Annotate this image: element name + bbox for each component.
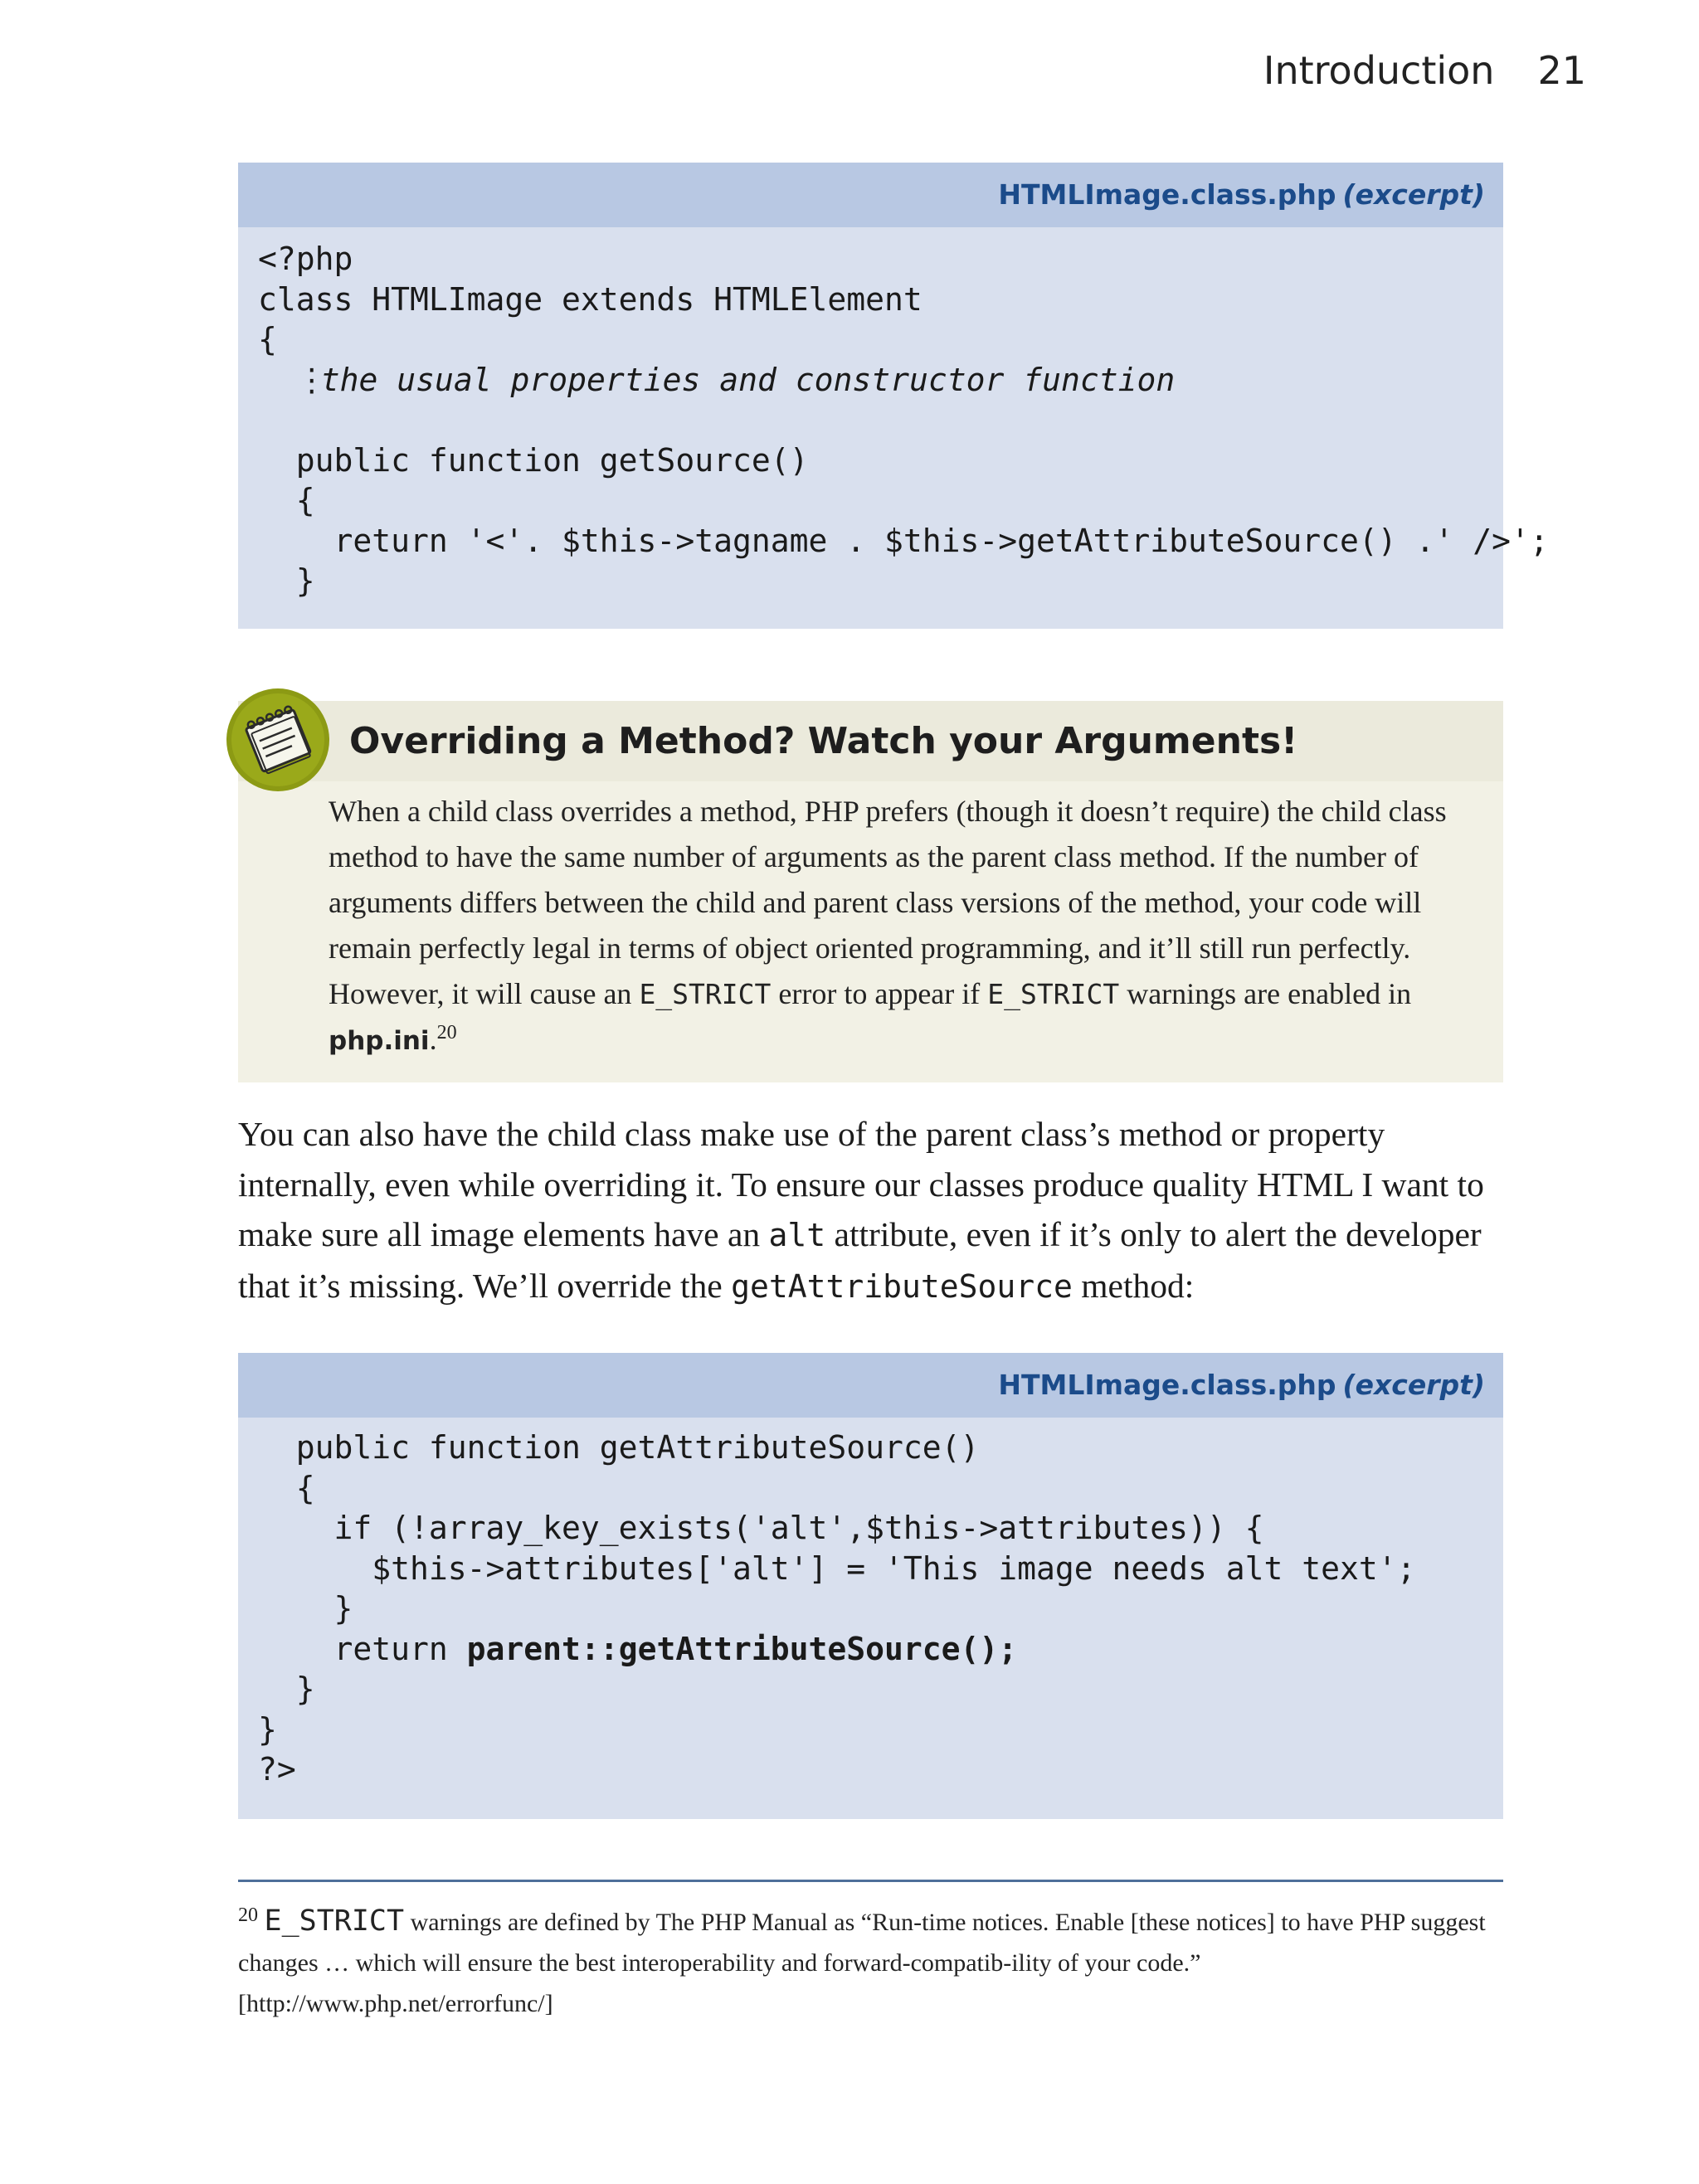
paragraph-text: attribute, even if it’s only to alert the developer that it’s missing. We’ll override the (238, 1215, 1482, 1305)
notepad-icon (226, 688, 330, 792)
code-line: } (258, 1710, 277, 1748)
section-title: Introduction (1263, 48, 1495, 93)
note-title: Overriding a Method? Watch your Arguments! (238, 701, 1503, 781)
code-line: { (258, 321, 277, 358)
paragraph-text: You can also have the child class make use of the parent class’s method or property internally, even while overriding it. To ensure our classes produce quality HTML I want to make sure all image elements have an (238, 1115, 1484, 1253)
footnote (238, 1901, 1503, 2024)
code-line: } (258, 1671, 315, 1707)
note-text: warnings are enabled in (1119, 977, 1412, 1010)
code-line: return '<'. $this->tagname . $this->getAttributeSource() .' />'; (258, 522, 1549, 559)
code-line: ?> (258, 1751, 296, 1788)
code-caption (238, 163, 1503, 227)
code-line: $this->attributes['alt'] = 'This image needs alt text'; (258, 1549, 1416, 1587)
code-listing-2 (238, 1353, 1503, 1819)
running-header (1161, 48, 1586, 106)
code-line: public function getSource() (258, 441, 809, 479)
inline-code: alt (768, 1217, 826, 1253)
code-caption-file: HTMLImage.class.php (998, 1369, 1336, 1401)
footnote-number: 20 (238, 1904, 258, 1926)
note-body (329, 789, 1482, 1064)
ellipsis-icon: ⋮ (295, 361, 328, 398)
inline-code: E_STRICT (639, 978, 772, 1010)
code-listing-1 (238, 163, 1549, 629)
body-paragraph (238, 1109, 1503, 1311)
code-line: if (!array_key_exists('alt',$this->attributes)) { (258, 1510, 1264, 1546)
code-line: return (258, 1630, 467, 1667)
code-line: } (258, 1590, 353, 1627)
footnote-ref: 20 (436, 1022, 457, 1043)
inline-code: getAttributeSource (731, 1267, 1073, 1305)
code-line: { (258, 1469, 315, 1506)
code-line: class HTMLImage extends HTMLElement (258, 280, 923, 318)
note-text: When a child class overrides a method, PHP prefers (though it doesn’t require) the child class method to have the same number of arguments as the parent class method. If the number of arguments differs between the child and parent class versions of the method, your code will remain perfectly legal in terms of object oriented programming, and it’ll still run perfectly. However, it will cause an (329, 795, 1447, 1010)
inline-code: E_STRICT (264, 1904, 405, 1938)
code-comment: the usual properties and constructor function (320, 361, 1176, 398)
code-line: <?php (258, 241, 353, 277)
footnote-text: warnings are defined by The PHP Manual as “Run-time notices. Enable [these notices] to have PHP suggest changes … which will ensure the best interoperability and forward-compatib-ility of your code.” [http://www.php.net/errorfunc/] (238, 1909, 1486, 2017)
page-number: 21 (1537, 48, 1586, 93)
inline-code: E_STRICT (987, 978, 1120, 1010)
code-line: public function getAttributeSource() (258, 1429, 980, 1466)
code-bold: parent::getAttributeSource(); (466, 1630, 1018, 1667)
code-caption (238, 1353, 1503, 1418)
footnote-divider (238, 1880, 1503, 1882)
code-caption-note: (excerpt) (1342, 1369, 1485, 1401)
filename-php-ini: php.ini (329, 1026, 430, 1056)
note-callout (238, 701, 1503, 1082)
code-caption-note: (excerpt) (1342, 178, 1485, 211)
note-text: . (429, 1023, 437, 1056)
code-line: } (258, 562, 315, 599)
note-text: error to appear if (771, 977, 988, 1010)
code-caption-file: HTMLImage.class.php (998, 178, 1336, 211)
code-body (238, 1418, 1503, 1790)
code-line: { (258, 482, 315, 518)
paragraph-text: method: (1072, 1266, 1195, 1305)
code-body (238, 227, 1549, 601)
